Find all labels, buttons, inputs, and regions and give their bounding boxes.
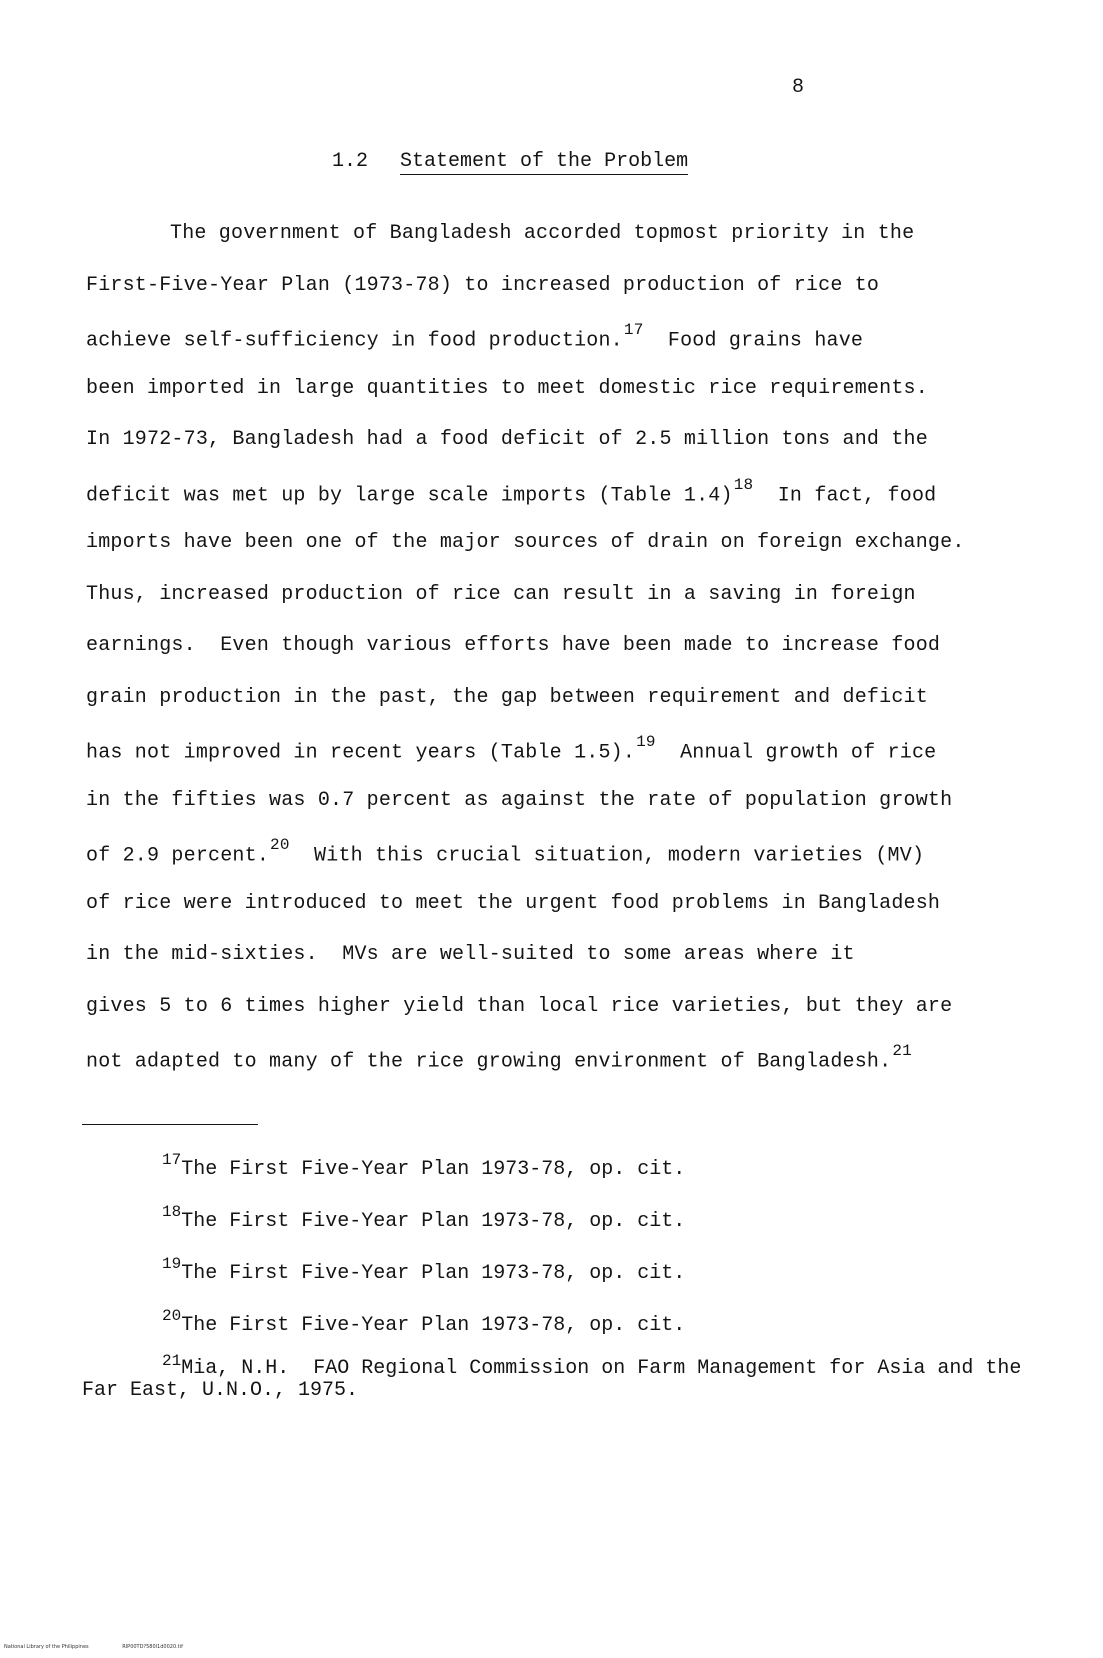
footnote [82, 1151, 1042, 1210]
line-tail: With this crucial situation, modern varieties (MV) [289, 844, 925, 868]
footnote-text: The First Five-Year Plan 1973-78, op. cit. [181, 1210, 686, 1233]
paragraph-line [86, 892, 1026, 944]
line-text: achieve self-sufficiency in food production. [86, 329, 623, 353]
scan-file: RIP00TD?580l1d0020.tif [122, 1644, 183, 1650]
paragraph-line [86, 634, 1026, 686]
line-text: grain production in the past, the gap between requirement and deficit [86, 685, 928, 709]
line-tail: In fact, food [753, 484, 937, 508]
footnote-mark: 20 [162, 1307, 182, 1325]
scan-footer [4, 1644, 215, 1650]
line-text: The government of Bangladesh accorded topmost priority in the [170, 222, 915, 245]
footnote-ref: 17 [623, 321, 644, 339]
line-text: of 2.9 percent. [86, 844, 270, 868]
footnote-text: The First Five-Year Plan 1973-78, op. cit. [181, 1314, 686, 1337]
line-tail: Food grains have [643, 329, 864, 353]
section-heading [332, 150, 688, 173]
footnote-text: The First Five-Year Plan 1973-78, op. cit. [181, 1158, 686, 1181]
line-text: of rice were introduced to meet the urgent food problems in Bangladesh [86, 891, 941, 915]
paragraph-line [86, 836, 1026, 892]
footnote-mark: 21 [162, 1352, 182, 1370]
paragraph-line [86, 1042, 1026, 1098]
line-text: gives 5 to 6 times higher yield than local rice varieties, but they are [86, 994, 953, 1018]
scan-library: National Library of the Philippines [4, 1644, 89, 1650]
footnote-ref: 20 [270, 836, 290, 854]
paragraph-line [86, 475, 1026, 532]
line-text: in the mid-sixties. MVs are well-suited to some areas where it [86, 943, 855, 966]
paragraph-line [86, 222, 1026, 274]
footnote-text: Mia, N.H. FAO Regional Commission on Farm Management for Asia and the Far East, U.N.O., 1975. [82, 1357, 1034, 1402]
line-text: in the fifties was 0.7 percent as against the rate of population growth [86, 788, 953, 812]
footnote-mark: 19 [162, 1255, 182, 1273]
line-text: imports have been one of the major sources of drain on foreign exchange. [86, 531, 965, 554]
line-tail: Annual growth of rice [655, 741, 937, 765]
line-text: In 1972-73, Bangladesh had a food deficit of 2.5 million tons and the [86, 428, 928, 451]
footnotes [82, 1151, 1042, 1402]
line-text: earnings. Even though various efforts have been made to increase food [86, 634, 941, 657]
footnote-ref: 18 [733, 475, 754, 494]
paragraph-line [86, 274, 1026, 326]
footnote-mark: 18 [162, 1203, 182, 1221]
section-title: Statement of the Problem [400, 150, 689, 173]
paragraph-line [86, 531, 1026, 583]
footnote-ref: 21 [892, 1042, 912, 1060]
footnote [82, 1352, 1042, 1402]
line-text: not adapted to many of the rice growing environment of Bangladesh. [86, 1050, 892, 1074]
page-number: 8 [792, 76, 805, 99]
paragraph-line [86, 583, 1026, 635]
footnote [82, 1255, 1042, 1314]
line-text: been imported in large quantities to meet domestic rice requirements. [86, 376, 928, 400]
paragraph-line [86, 733, 1026, 789]
footnote-mark: 17 [162, 1151, 182, 1169]
line-text: Thus, increased production of rice can result in a saving in foreign [86, 582, 916, 606]
paragraph-line [86, 321, 1026, 377]
footnote [82, 1203, 1042, 1262]
footnote-text: The First Five-Year Plan 1973-78, op. cit. [181, 1262, 686, 1285]
line-text: First-Five-Year Plan (1973-78) to increased production of rice to [86, 273, 880, 297]
line-text: has not improved in recent years (Table 1.5). [86, 741, 636, 765]
line-text: deficit was met up by large scale imports (Table 1.4) [86, 484, 733, 508]
paragraph-line [86, 943, 1026, 995]
paragraph-line [86, 686, 1026, 738]
paragraph-line [86, 789, 1026, 841]
section-number: 1.2 [332, 150, 369, 173]
paragraph-line [86, 428, 1026, 480]
paragraph-line [86, 995, 1026, 1047]
footnote-ref: 19 [636, 733, 656, 751]
footnote-divider [82, 1124, 258, 1125]
paragraph-line [86, 377, 1026, 429]
body-paragraph [86, 222, 1026, 1098]
